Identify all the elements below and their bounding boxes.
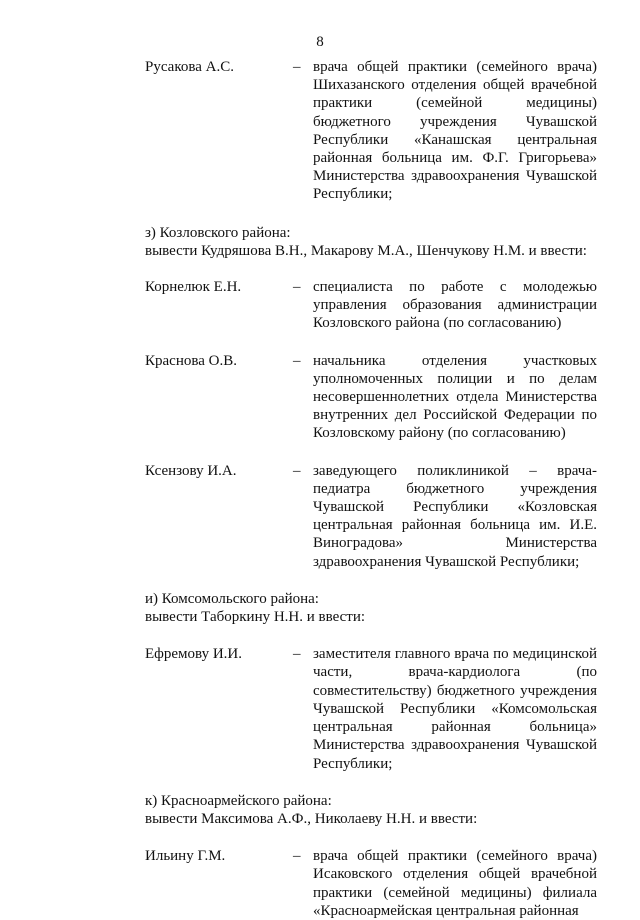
- entry-name: Ксензову И.А.: [145, 462, 237, 479]
- section-heading: з) Козловского района:: [145, 224, 291, 241]
- section-kozlovsky: [145, 224, 597, 260]
- section-heading: к) Красноармейского района:: [145, 792, 332, 809]
- entry-dash: –: [293, 646, 301, 663]
- entry-ksenzova: [145, 462, 597, 571]
- section-instruction: вывести Таборкину Н.Н. и ввести:: [145, 609, 366, 626]
- page-number: 8: [316, 34, 324, 50]
- entry-efremova: [145, 645, 597, 772]
- entry-dash: –: [293, 59, 301, 75]
- entry-description: врача общей практики (семейного врача) Исаковского отделения общей врачебной практики (семейной медицины) филиала «Красноармейская центральная районная: [313, 848, 597, 919]
- entry-name: Корнелюк Е.Н.: [145, 279, 242, 296]
- section-instruction: вывести Кудряшова В.Н., Макарову М.А., Шенчукову Н.М. и ввести:: [145, 242, 587, 259]
- section-krasnoarmeysky: [145, 792, 597, 828]
- entry-dash: –: [293, 352, 301, 369]
- entry-name: Ильину Г.М.: [145, 848, 226, 865]
- entry-description: специалиста по работе с молодежью управления образования администрации Козловского района (по согласованию): [313, 279, 597, 332]
- entry-description: врача общей практики (семейного врача) Шихазанского отделения общей врачебной практики (семейной медицины) бюджетного учреждения Чувашской Республики «Канашская центральная районная больница им. Ф.Г. Григорьева» Министерства здравоохранения Чувашской Республики;: [313, 59, 597, 203]
- document-body: [145, 58, 597, 920]
- entry-rusakova: [145, 58, 597, 204]
- entry-name: Русакова А.С.: [145, 59, 234, 75]
- entry-krasnova: [145, 352, 597, 443]
- entry-kornelyuk: [145, 278, 597, 333]
- entry-name: Краснова О.В.: [145, 352, 237, 369]
- section-heading: и) Комсомольского района:: [145, 590, 319, 607]
- entry-dash: –: [293, 279, 301, 296]
- entry-description: заведующего поликлиникой – врача-педиатра бюджетного учреждения Чувашской Республики «Козловская центральная районная больница им. И.Е. Виноградова» Министерства здравоохранения Чувашской Республики;: [313, 462, 597, 570]
- section-instruction: вывести Максимова А.Ф., Николаеву Н.Н. и ввести:: [145, 810, 478, 827]
- entry-description: заместителя главного врача по медицинской части, врача-кардиолога (по совместительству) бюджетного учреждения Чувашской Республики «Комсомольская центральная районная больница» Министерства здравоохранения Чувашской Республики;: [313, 646, 597, 772]
- section-komsomolsky: [145, 590, 597, 626]
- entry-dash: –: [293, 462, 301, 479]
- entry-dash: –: [293, 848, 301, 865]
- entry-ilyina: [145, 847, 597, 920]
- entry-name: Ефремову И.И.: [145, 646, 243, 663]
- entry-description: начальника отделения участковых уполномоченных полиции и по делам несовершеннолетних отдела Министерства внутренних дел Российской Федерации по Козловскому району (по согласованию): [313, 352, 597, 442]
